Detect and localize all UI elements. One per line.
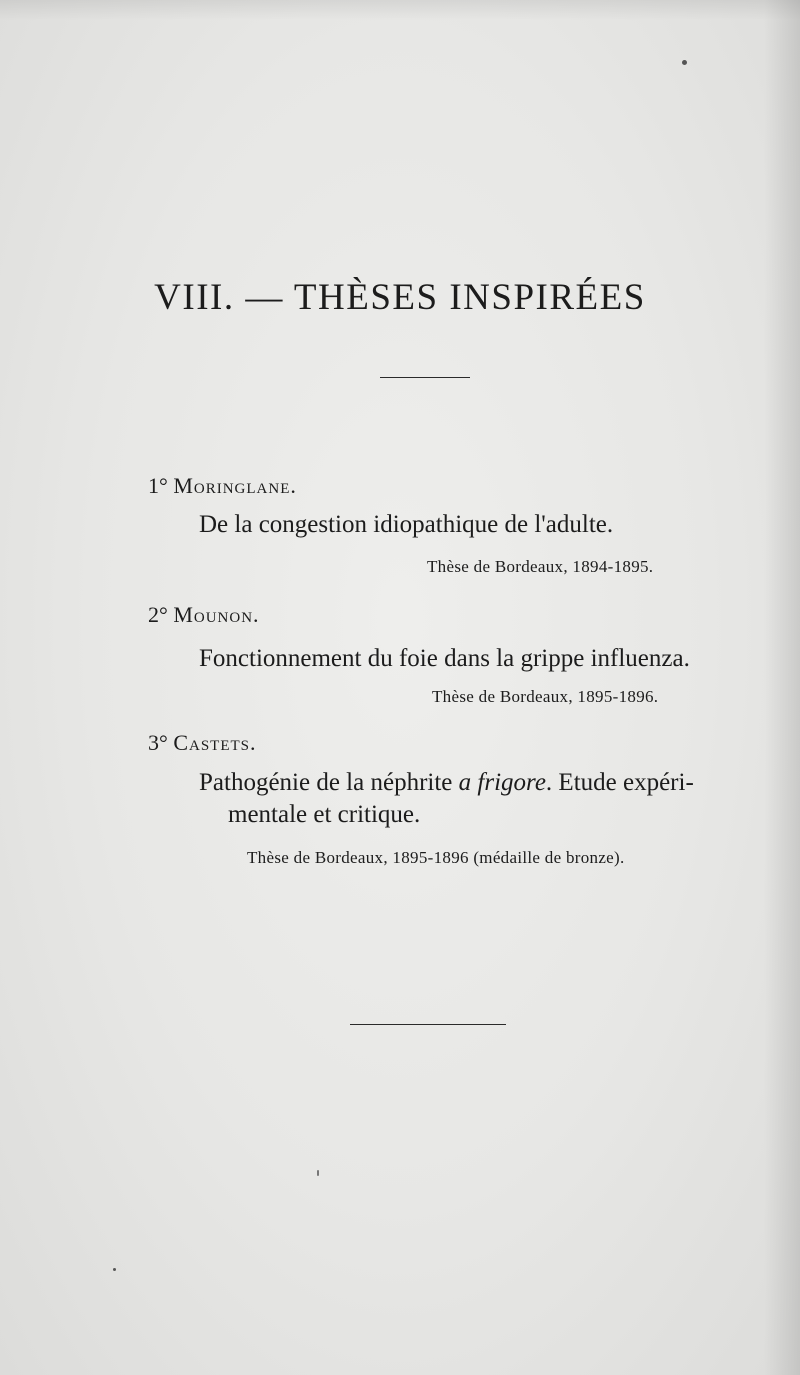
entry-3-title-start: Pathogénie de la néphrite bbox=[199, 769, 459, 796]
entry-3-title-line-1 bbox=[199, 769, 694, 797]
heading-rule bbox=[380, 377, 470, 378]
entry-3-title-end: . Etude expéri- bbox=[545, 769, 694, 796]
end-rule bbox=[350, 1024, 506, 1025]
entry-2-source: Thèse de Bordeaux, 1895-1896. bbox=[432, 687, 659, 706]
entry-1-author: Moringlane. bbox=[173, 473, 297, 498]
entry-2-head bbox=[148, 602, 260, 628]
entry-1-number: 1° bbox=[148, 473, 168, 498]
section-heading: VIII. — THÈSES INSPIRÉES bbox=[154, 277, 646, 318]
entry-1-source: Thèse de Bordeaux, 1894-1895. bbox=[427, 557, 654, 576]
entry-2-author: Mounon. bbox=[173, 602, 260, 627]
paper-speck bbox=[682, 60, 687, 65]
entry-1-title: De la congestion idiopathique de l'adulte. bbox=[199, 511, 614, 538]
page-top-shadow bbox=[0, 0, 800, 20]
page-right-shadow bbox=[764, 0, 800, 1375]
entry-3-source: Thèse de Bordeaux, 1895-1896 (médaille de bronze). bbox=[247, 848, 625, 867]
entry-2-number: 2° bbox=[148, 602, 168, 627]
entry-3-author: Castets. bbox=[173, 730, 257, 755]
entry-1-head bbox=[148, 473, 297, 499]
paper-speck bbox=[113, 1268, 116, 1271]
entry-3-number: 3° bbox=[148, 730, 168, 755]
paper-speck bbox=[317, 1170, 319, 1176]
entry-2-title: Fonctionnement du foie dans la grippe influenza. bbox=[199, 645, 690, 672]
entry-3-title-line-2: mentale et critique. bbox=[228, 801, 421, 828]
entry-3-head bbox=[148, 730, 257, 756]
entry-3-title-italic: a frigore bbox=[458, 769, 546, 796]
